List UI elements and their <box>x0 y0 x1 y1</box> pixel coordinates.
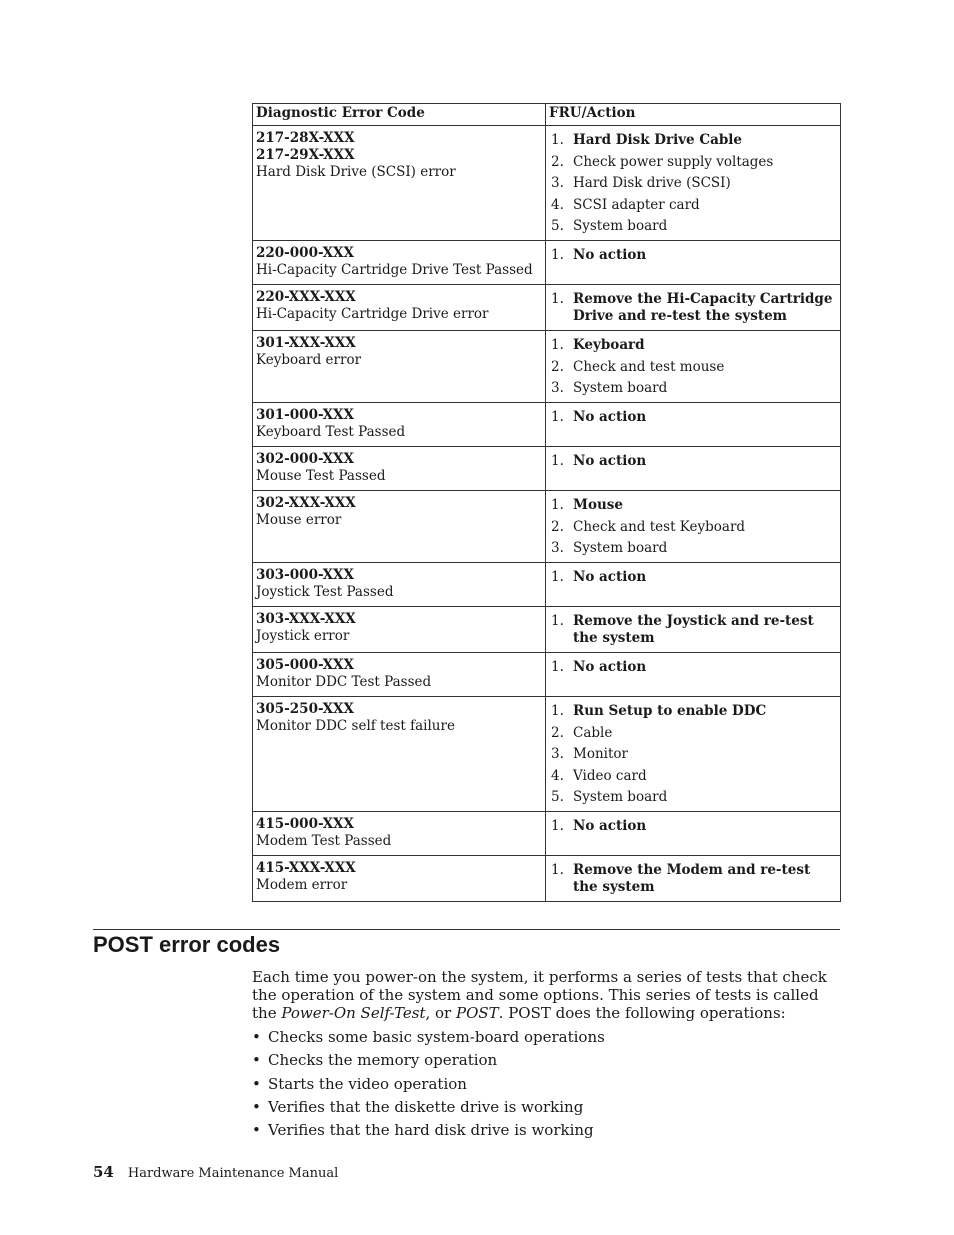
action-text: No action <box>573 409 647 425</box>
bullet-marker: • <box>252 1074 261 1093</box>
fru-action-cell <box>546 812 841 856</box>
list-item <box>252 1075 832 1098</box>
fru-action-cell <box>546 697 841 812</box>
action-text: Hard Disk drive (SCSI) <box>573 175 731 191</box>
intro-term-post: POST <box>456 1004 499 1022</box>
action-number: 1. <box>551 291 564 307</box>
error-code-cell <box>253 653 546 697</box>
fru-action-cell <box>546 447 841 491</box>
list-item-text: Checks the memory operation <box>268 1051 498 1070</box>
action-text: Check and test Keyboard <box>573 518 746 535</box>
list-item <box>252 1121 832 1144</box>
action-number: 3. <box>551 540 564 556</box>
table-row <box>253 447 841 491</box>
error-code-cell <box>253 563 546 607</box>
intro-text-3: . POST does the following operations: <box>498 1004 786 1022</box>
error-code: 303-XXX-XXX <box>256 611 356 627</box>
fru-action-item <box>551 154 836 171</box>
action-number: 4. <box>551 196 564 213</box>
fru-action-item <box>551 569 836 586</box>
table-row <box>253 241 841 285</box>
action-number: 2. <box>551 518 564 535</box>
list-item-text: Starts the video operation <box>268 1074 467 1093</box>
table-header-row <box>253 104 841 126</box>
action-text: SCSI adapter card <box>573 196 700 213</box>
list-item <box>252 1028 832 1051</box>
action-text: Run Setup to enable DDC <box>573 703 767 719</box>
fru-action-cell <box>546 403 841 447</box>
error-code: 220-XXX-XXX <box>256 289 356 305</box>
action-number: 1. <box>551 569 564 585</box>
table-row <box>253 491 841 563</box>
intro-term-post-full: Power-On Self-Test <box>281 1004 426 1022</box>
fru-action-list <box>551 337 836 397</box>
fru-action-item <box>551 768 836 785</box>
fru-action-item <box>551 746 836 763</box>
fru-action-item <box>551 453 836 470</box>
fru-action-item <box>551 337 836 354</box>
fru-action-cell <box>546 126 841 241</box>
fru-action-list <box>551 291 836 325</box>
fru-action-item <box>551 359 836 376</box>
bullet-marker: • <box>252 1028 261 1046</box>
error-code: 305-250-XXX <box>256 701 355 717</box>
list-item-text: Verifies that the hard disk drive is working <box>268 1121 594 1140</box>
error-code: 305-000-XXX <box>256 657 355 673</box>
table-row <box>253 331 841 403</box>
error-description: Joystick error <box>256 628 350 644</box>
list-item-text: Verifies that the diskette drive is working <box>268 1097 584 1116</box>
error-code-cell <box>253 331 546 403</box>
fru-action-item <box>551 725 836 742</box>
post-operations-list <box>252 1028 832 1144</box>
fru-action-list <box>551 247 836 264</box>
action-text: Hard Disk Drive Cable <box>573 132 742 148</box>
action-text: No action <box>573 659 647 675</box>
fru-action-item <box>551 789 836 806</box>
table-row <box>253 856 841 902</box>
fru-action-list <box>551 497 836 557</box>
error-description: Hi-Capacity Cartridge Drive error <box>256 306 489 322</box>
action-text: Mouse <box>573 497 623 513</box>
error-code-cell <box>253 812 546 856</box>
action-text: No action <box>573 453 647 469</box>
fru-action-list <box>551 569 836 586</box>
error-description: Hard Disk Drive (SCSI) error <box>256 164 456 180</box>
bullet-marker: • <box>252 1097 261 1116</box>
fru-action-item <box>551 218 836 235</box>
error-code-cell <box>253 241 546 285</box>
action-number: 3. <box>551 175 564 191</box>
intro-text-1: Each time you power-on the system, it performs a series of tests that check the operation of the system and some options. This series of tests is called the <box>252 968 827 1022</box>
error-code-cell <box>253 126 546 241</box>
action-number: 2. <box>551 724 564 741</box>
page-footer <box>93 1162 338 1184</box>
table-body <box>253 126 841 902</box>
error-description: Keyboard Test Passed <box>256 424 406 440</box>
action-number: 1. <box>551 409 564 425</box>
error-description: Joystick Test Passed <box>256 584 394 600</box>
action-text: No action <box>573 247 647 263</box>
fru-action-item <box>551 247 836 264</box>
table-row <box>253 653 841 697</box>
fru-action-cell <box>546 563 841 607</box>
table-row <box>253 563 841 607</box>
fru-action-item <box>551 519 836 536</box>
action-number: 2. <box>551 358 564 375</box>
list-item <box>252 1098 832 1121</box>
table-row <box>253 126 841 241</box>
fru-action-list <box>551 862 836 896</box>
table-row <box>253 812 841 856</box>
fru-action-item <box>551 862 836 896</box>
fru-action-item <box>551 175 836 192</box>
fru-action-item <box>551 497 836 514</box>
error-code-cell <box>253 491 546 563</box>
error-code-cell <box>253 697 546 812</box>
error-code: 302-XXX-XXX <box>256 495 356 511</box>
error-code-cell <box>253 285 546 331</box>
action-text: System board <box>573 789 668 805</box>
error-code-cell <box>253 856 546 902</box>
action-number: 1. <box>551 613 564 629</box>
action-number: 3. <box>551 746 564 762</box>
error-description: Modem error <box>256 877 348 893</box>
fru-action-list <box>551 613 836 647</box>
action-number: 1. <box>551 337 564 353</box>
fru-action-list <box>551 409 836 426</box>
fru-action-cell <box>546 607 841 653</box>
page-number: 54 <box>93 1163 114 1181</box>
error-description: Hi-Capacity Cartridge Drive Test Passed <box>256 262 533 278</box>
bullet-marker: • <box>252 1051 261 1070</box>
error-code: 301-000-XXX <box>256 407 355 423</box>
action-text: No action <box>573 818 647 834</box>
fru-action-list <box>551 818 836 835</box>
error-code-cell <box>253 607 546 653</box>
fru-action-cell <box>546 285 841 331</box>
action-number: 1. <box>551 659 564 675</box>
table-row <box>253 607 841 653</box>
action-text: Remove the Joystick and re-test the system <box>573 613 814 646</box>
action-number: 1. <box>551 132 564 148</box>
action-number: 1. <box>551 247 564 263</box>
error-code: 415-XXX-XXX <box>256 860 356 876</box>
error-description: Mouse Test Passed <box>256 468 386 484</box>
action-text: Check power supply voltages <box>573 153 774 170</box>
error-code: 220-000-XXX <box>256 245 355 261</box>
error-code-cell <box>253 403 546 447</box>
action-number: 4. <box>551 767 564 784</box>
fru-action-item <box>551 291 836 325</box>
fru-action-item <box>551 540 836 557</box>
list-item-text: Checks some basic system-board operations <box>268 1028 605 1046</box>
error-description: Monitor DDC self test failure <box>256 718 455 734</box>
action-number: 3. <box>551 380 564 396</box>
action-text: Remove the Hi-Capacity Cartridge Drive and re-test the system <box>573 291 833 324</box>
fru-action-item <box>551 409 836 426</box>
action-text: Remove the Modem and re-test the system <box>573 862 811 895</box>
fru-action-list <box>551 659 836 676</box>
fru-action-item <box>551 818 836 835</box>
list-item <box>252 1051 832 1074</box>
action-number: 5. <box>551 789 564 805</box>
fru-action-list <box>551 703 836 806</box>
fru-action-item <box>551 613 836 647</box>
action-text: Cable <box>573 724 613 741</box>
action-text: Check and test mouse <box>573 358 725 375</box>
intro-text-2: , or <box>425 1004 456 1022</box>
fru-action-cell <box>546 653 841 697</box>
fru-action-cell <box>546 856 841 902</box>
action-number: 1. <box>551 703 564 719</box>
error-code: 303-000-XXX <box>256 567 355 583</box>
action-number: 5. <box>551 218 564 234</box>
error-description: Monitor DDC Test Passed <box>256 674 432 690</box>
error-description: Keyboard error <box>256 352 362 368</box>
section-title: POST error codes <box>93 932 281 957</box>
action-number: 1. <box>551 453 564 469</box>
fru-action-item <box>551 132 836 149</box>
action-text: Video card <box>573 767 647 784</box>
error-code-cell <box>253 447 546 491</box>
action-text: Monitor <box>573 746 628 762</box>
action-text: No action <box>573 569 647 585</box>
action-text: System board <box>573 540 668 556</box>
table-row <box>253 697 841 812</box>
action-text: Keyboard <box>573 337 645 353</box>
column-header-action: FRU/Action <box>546 104 841 126</box>
fru-action-list <box>551 132 836 235</box>
error-code: 217-28X-XXX <box>256 130 355 146</box>
diagnostic-error-table <box>252 103 841 902</box>
error-code: 301-XXX-XXX <box>256 335 356 351</box>
manual-title: Hardware Maintenance Manual <box>127 1166 339 1181</box>
fru-action-item <box>551 659 836 676</box>
error-code: 302-000-XXX <box>256 451 355 467</box>
intro-paragraph <box>252 968 832 1022</box>
fru-action-item <box>551 703 836 720</box>
action-number: 1. <box>551 862 564 878</box>
action-number: 2. <box>551 153 564 170</box>
bullet-marker: • <box>252 1121 261 1140</box>
action-text: System board <box>573 218 668 234</box>
fru-action-item <box>551 380 836 397</box>
action-number: 1. <box>551 497 564 513</box>
action-number: 1. <box>551 818 564 834</box>
error-code: 217-29X-XXX <box>256 147 355 163</box>
fru-action-list <box>551 453 836 470</box>
fru-action-cell <box>546 241 841 285</box>
error-description: Mouse error <box>256 512 342 528</box>
action-text: System board <box>573 380 668 396</box>
error-description: Modem Test Passed <box>256 833 392 849</box>
column-header-code: Diagnostic Error Code <box>253 104 546 126</box>
error-code: 415-000-XXX <box>256 816 355 832</box>
fru-action-cell <box>546 491 841 563</box>
table-row <box>253 285 841 331</box>
table-row <box>253 403 841 447</box>
fru-action-item <box>551 197 836 214</box>
fru-action-cell <box>546 331 841 403</box>
